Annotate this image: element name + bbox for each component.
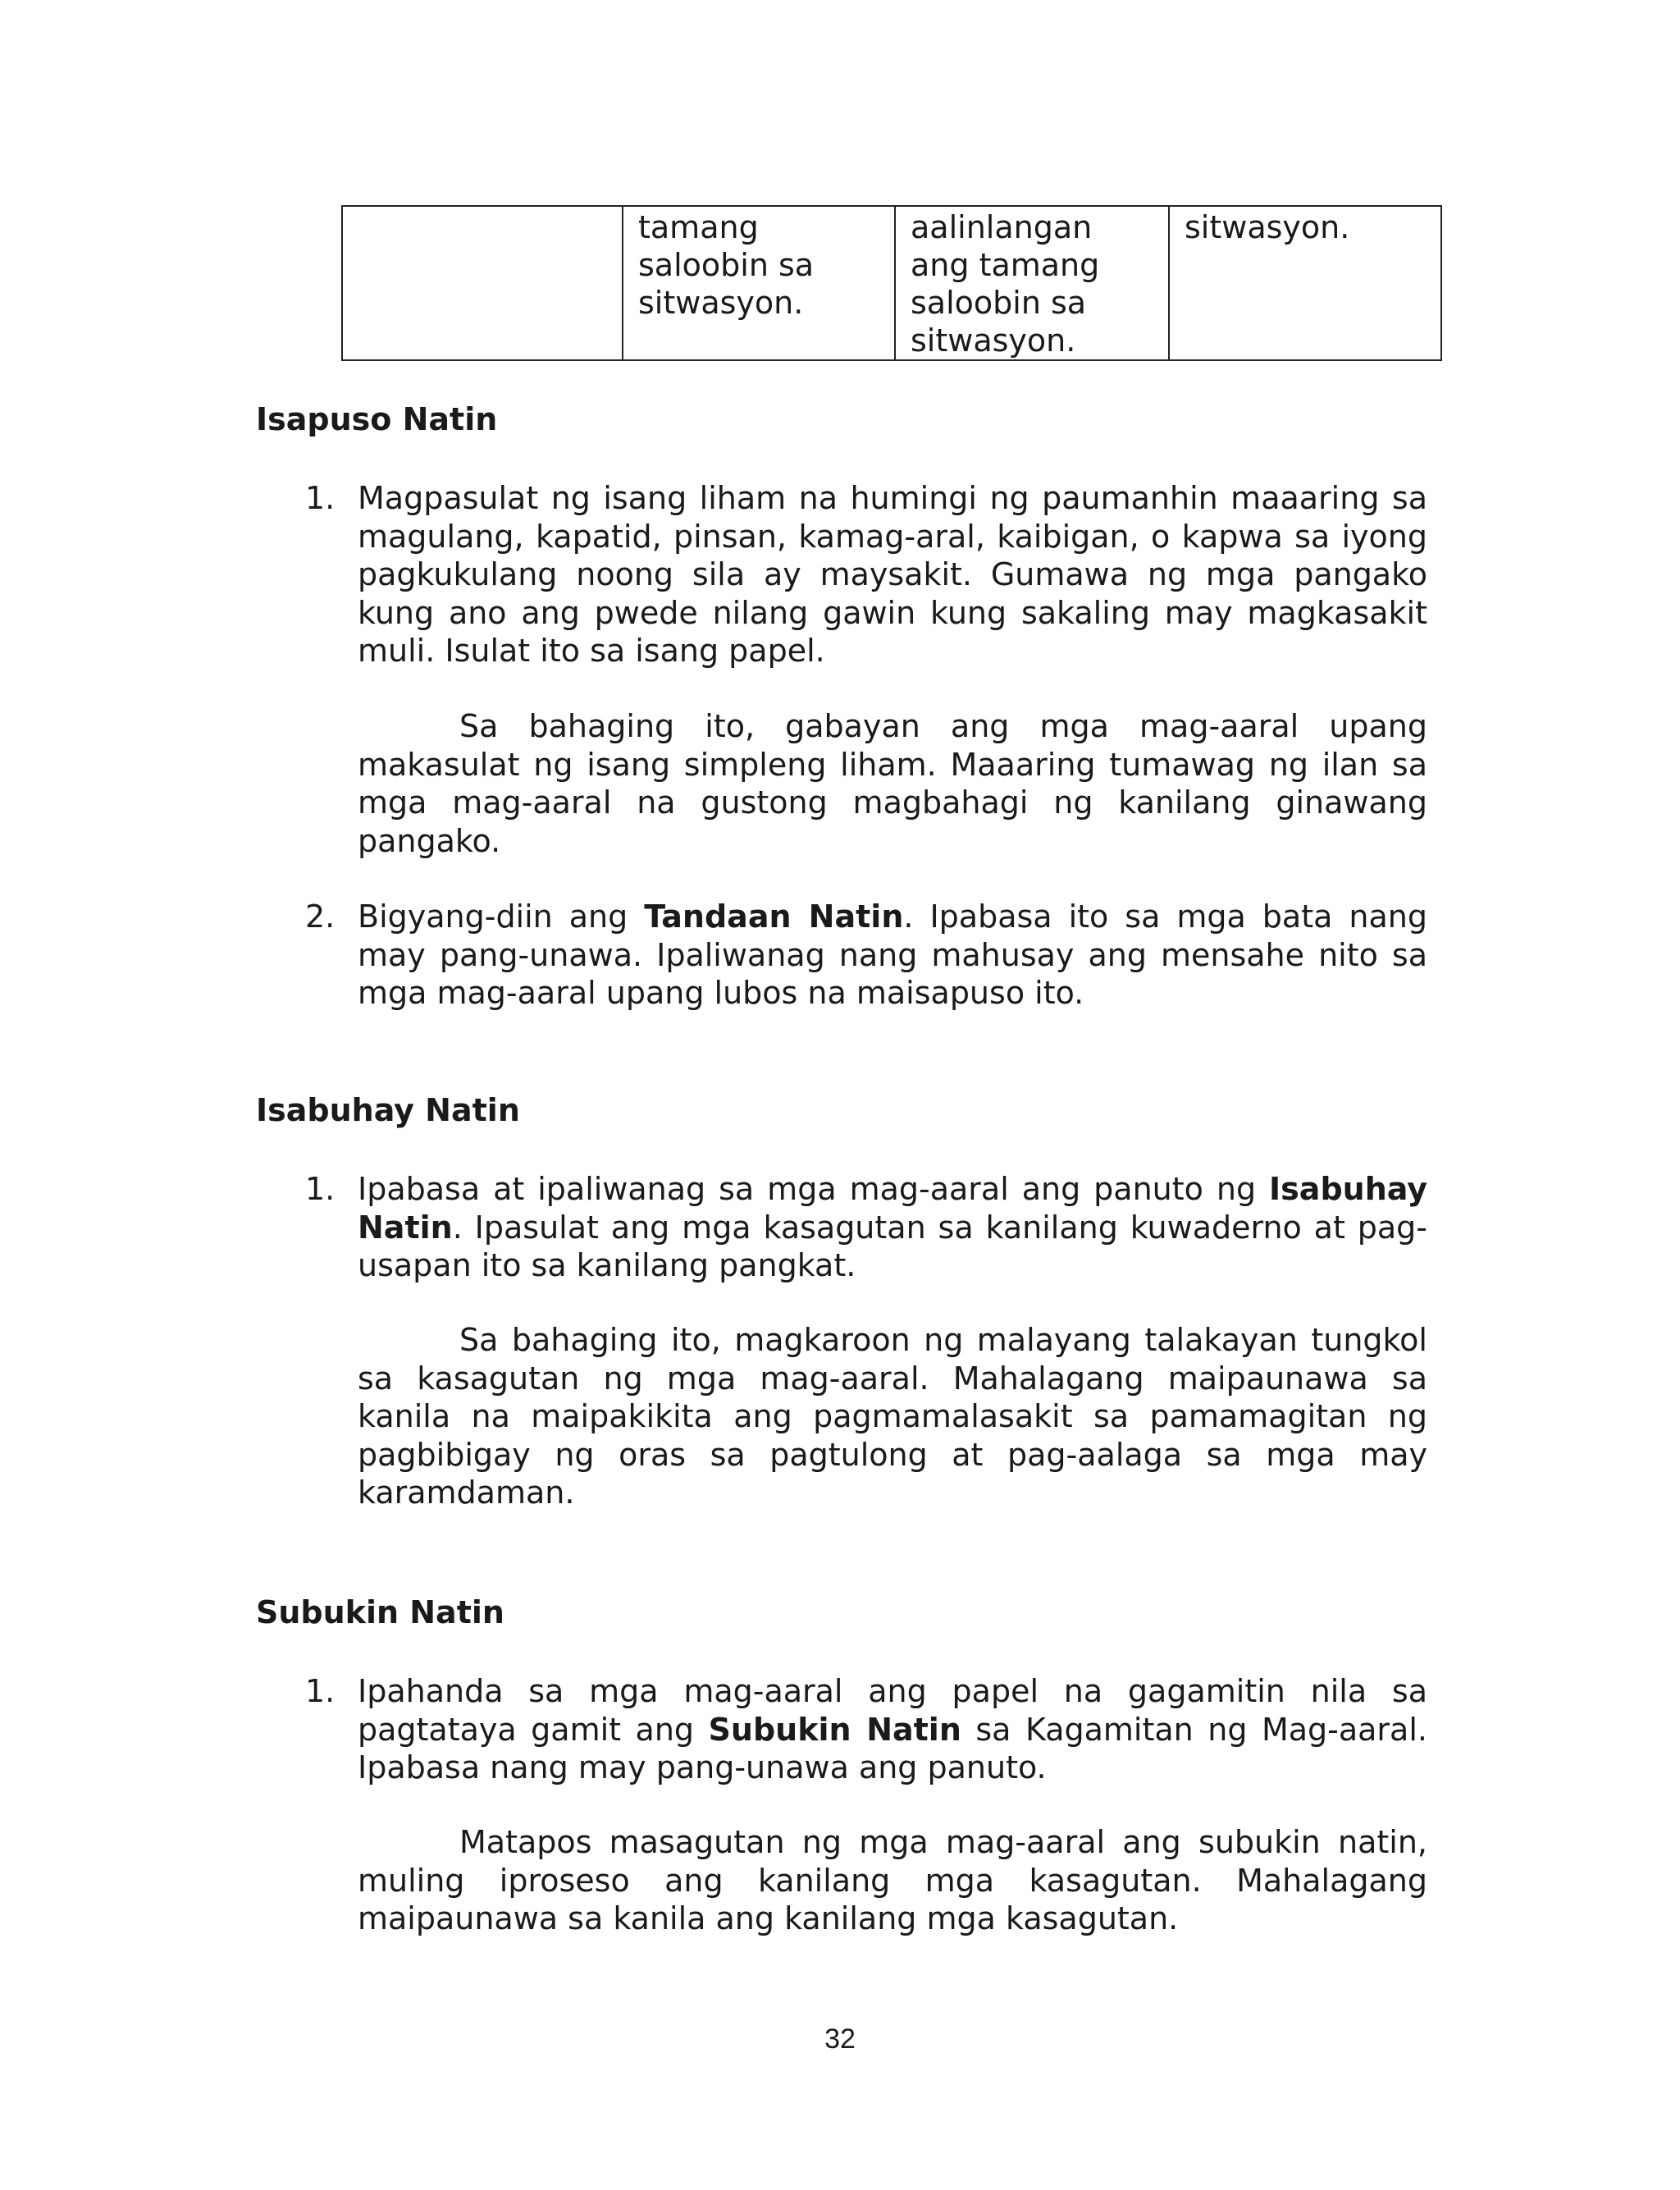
- list-item-subukin-1: [305, 1672, 1427, 1787]
- list-item-isabuhay-1: [305, 1170, 1427, 1285]
- section-heading-isapuso: Isapuso Natin: [256, 401, 498, 437]
- teacher-note-isabuhay-1: Sa bahaging ito, magkaroon ng malayang talakayan tungkol sa kasagutan ng mga mag-aaral. Mahalagang maipaunawa sa kanila na maipakikita ang pagmamalasakit sa pamamagitan ng pagbibigay ng oras sa pagtulong at pag-aalaga sa mga may karamdaman.: [358, 1322, 1427, 1511]
- text-run: . Ipasulat ang mga kasagutan sa kanilang kuwaderno at pag-usapan ito sa kanilang pangkat.: [358, 1209, 1427, 1283]
- table-cell: [623, 206, 895, 360]
- rubric-table-fragment: [341, 205, 1442, 361]
- cell-line: tamang: [638, 209, 759, 245]
- table-cell: [895, 206, 1169, 360]
- table-row: [342, 206, 1441, 360]
- cell-line: sitwasyon.: [638, 285, 804, 321]
- list-number: 1.: [305, 480, 336, 516]
- bold-text-run: Subukin Natin: [708, 1711, 961, 1748]
- list-item-text: [358, 898, 1427, 1013]
- list-item-isapuso-2: [305, 898, 1427, 1013]
- page-number: 32: [824, 2023, 856, 2055]
- list-item-text: [358, 1170, 1427, 1285]
- section-heading-isabuhay: Isabuhay Natin: [256, 1092, 520, 1128]
- list-item-isapuso-1: [305, 479, 1427, 670]
- list-number: 2.: [305, 898, 336, 935]
- cell-line: ang tamang: [911, 247, 1100, 283]
- text-run: Bigyang-diin ang: [358, 898, 645, 935]
- bold-text-run: Isabuhay Natin: [358, 1171, 1427, 1246]
- cell-line: saloobin sa: [638, 247, 815, 283]
- text-run: Ipahanda sa mga mag-aaral ang papel na gagamitin nila sa pagtataya gamit ang: [358, 1673, 1427, 1748]
- section-heading-subukin: Subukin Natin: [256, 1594, 504, 1630]
- list-item-text: Magpasulat ng isang liham na humingi ng paumanhin maaaring sa magulang, kapatid, pinsan, kamag-aral, kaibigan, o kapwa sa iyong pagkukulang noong sila ay maysakit. Gumawa ng mga pangako kung ano ang pwede nilang gawin kung sakaling may magkasakit muli. Isulat ito sa isang papel.: [358, 480, 1427, 669]
- cell-line: sitwasyon.: [1185, 209, 1350, 245]
- cell-line: aalinlangan: [911, 209, 1093, 245]
- text-run: . Ipabasa ito sa mga bata nang may pang-unawa. Ipaliwanag nang mahusay ang mensahe nito sa mga mag-aaral upang lubos na maisapuso ito.: [358, 898, 1427, 1011]
- text-run: Ipabasa at ipaliwanag sa mga mag-aaral ang panuto ng: [358, 1171, 1270, 1207]
- table-cell: [1169, 206, 1441, 360]
- cell-line: sitwasyon.: [911, 322, 1076, 359]
- text-run: sa Kagamitan ng Mag-aaral. Ipabasa nang may pang-unawa ang panuto.: [358, 1711, 1427, 1785]
- cell-line: saloobin sa: [911, 285, 1087, 321]
- list-item-text: [358, 1672, 1427, 1787]
- list-number: 1.: [305, 1171, 336, 1207]
- teacher-note-isapuso-1: Sa bahaging ito, gabayan ang mga mag-aaral upang makasulat ng isang simpleng liham. Maaaring tumawag ng ilan sa mga mag-aaral na gustong magbahagi ng kanilang ginawang pangako.: [358, 708, 1427, 859]
- teacher-note-subukin-1: Matapos masagutan ng mga mag-aaral ang subukin natin, muling iproseso ang kanilang mga kasagutan. Mahalagang maipaunawa sa kanila ang kanilang mga kasagutan.: [358, 1824, 1427, 1936]
- list-number: 1.: [305, 1673, 336, 1709]
- bold-text-run: Tandaan Natin: [644, 898, 904, 935]
- table-cell-empty: [342, 206, 623, 360]
